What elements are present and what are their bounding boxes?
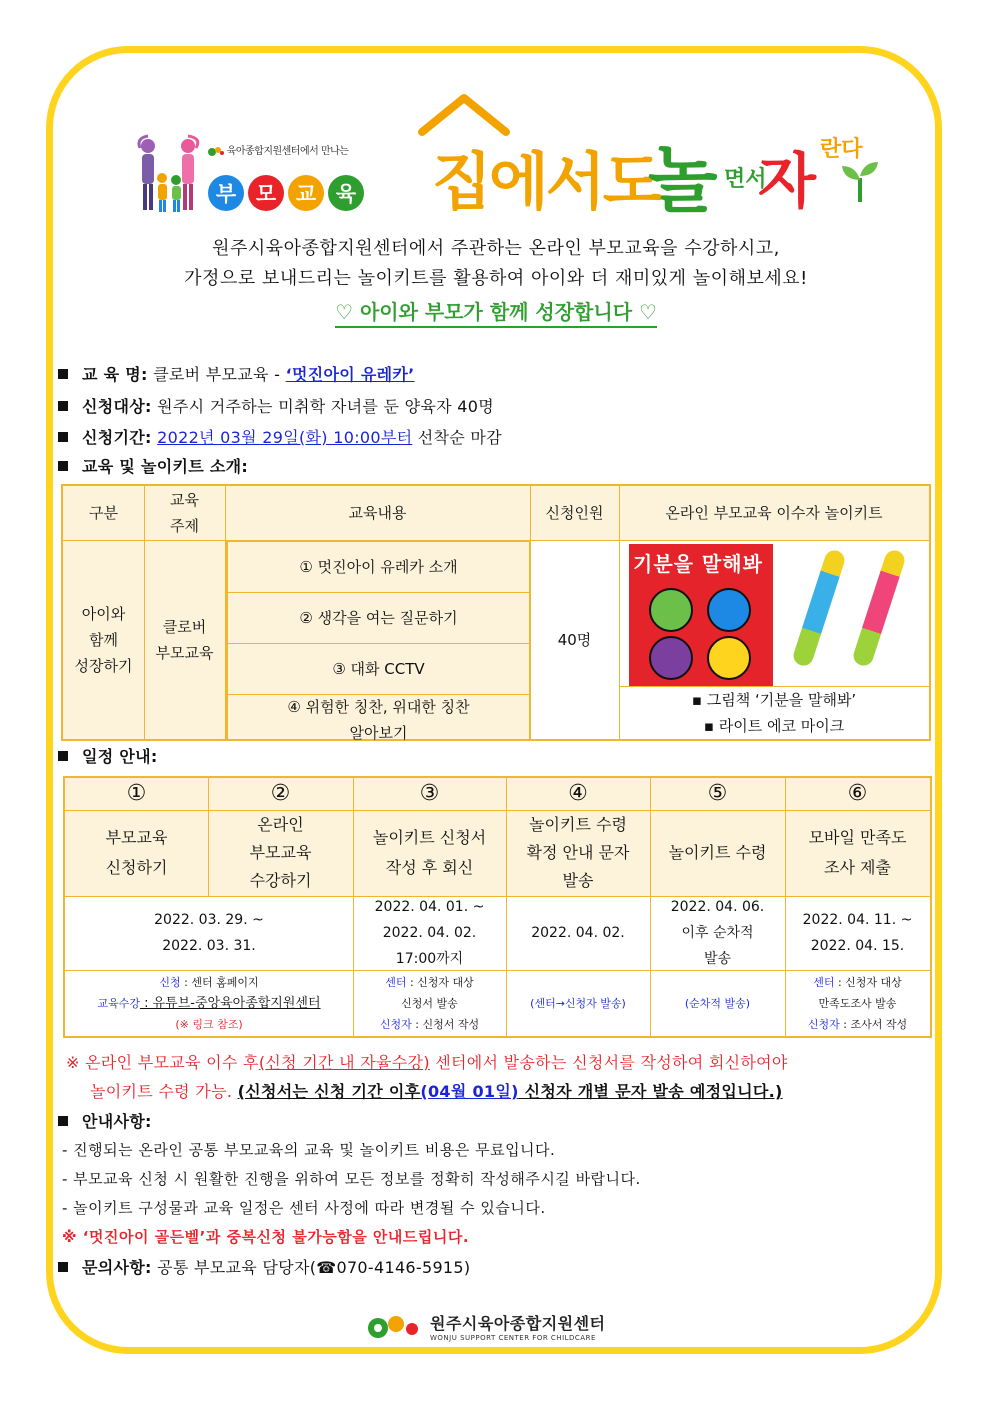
edu-name-line: 교 육 명: 클로버 부모교육 - ‘멋진아이 유레카’: [58, 362, 415, 385]
step-note: (순차적 발송): [684, 996, 751, 1010]
face-icon: [707, 636, 751, 680]
schedule-table: [63, 776, 932, 1038]
step-number: ①: [126, 781, 147, 806]
step-number: ③: [419, 781, 440, 806]
content-item: ① 멋진아이 유레카 소개: [228, 542, 529, 593]
mic-blue-icon: [791, 548, 847, 668]
bullet-square: [58, 1116, 68, 1126]
sprout-icon: [840, 158, 880, 202]
mic-pink-icon: [851, 548, 907, 668]
title-part-myeonseo: 면서: [724, 167, 767, 192]
step-title: 부모교육 신청하기: [105, 828, 168, 877]
bullet-square: [58, 369, 68, 379]
edu-highlight: ‘멋진아이 유레카’: [285, 365, 415, 384]
header-category: 구분: [89, 504, 118, 522]
kit-item: ▪ 라이트 에코 마이크: [703, 717, 845, 735]
guide-item: - 진행되는 온라인 공통 부모교육의 교육 및 놀이키트 비용은 무료입니다.: [62, 1141, 556, 1159]
title-art: [412, 92, 882, 222]
picture-book-image: [629, 544, 773, 686]
title-part-jip: 집에서도: [432, 145, 660, 218]
intro-label-line: 교육 및 놀이키트 소개:: [58, 454, 248, 477]
content-item: ③ 대화 CCTV: [228, 644, 529, 695]
header-kit: 온라인 부모교육 이수자 놀이키트: [665, 504, 883, 522]
logo-bubble: 모: [248, 175, 284, 211]
program-table: [61, 484, 931, 741]
intro-line-1: 원주시육아종합지원센터에서 주관하는 온라인 부모교육을 수강하시고,: [212, 238, 780, 259]
logo-bubble: 부: [208, 175, 244, 211]
footer-logo: [366, 1311, 606, 1342]
logo-caption: [208, 142, 348, 157]
step-title: 놀이키트 신청서 작성 후 회신: [372, 828, 487, 877]
step-date: 2022. 04. 02.: [531, 925, 625, 941]
header-topic: 교육 주제: [170, 491, 199, 535]
family-illustration: [136, 134, 208, 216]
step-title: 놀이키트 수령: [668, 843, 767, 862]
period-value: 2022년 03월 29일(화) 10:00부터: [157, 428, 413, 447]
guide-item: - 부모교육 신청 시 원활한 진행을 위하여 모든 정보를 정확히 작성해주시길 바랍니다.: [62, 1170, 641, 1188]
step-note: 센터 : 신청자 대상 만족도조사 발송 신청자 : 조사서 작성: [807, 975, 908, 1031]
center-logo-icon: [208, 145, 224, 157]
header-count: 신청인원: [545, 504, 604, 522]
period-line: 신청기간: 2022년 03월 29일(화) 10:00부터 선착순 마감: [58, 425, 502, 448]
bullet-square: [58, 1262, 68, 1272]
slogan: ♡ 아이와 부모가 함께 성장합니다 ♡: [100, 296, 892, 325]
book-title: 기분을 말해봐: [633, 552, 763, 576]
face-icon: [707, 588, 751, 632]
title-part-randa: 란다: [820, 137, 863, 162]
title-part-nol: 놀: [648, 138, 718, 222]
guide-item: - 놀이키트 구성물과 교육 일정은 센터 사정에 따라 변경될 수 있습니다.: [62, 1199, 546, 1217]
step-date: 2022. 04. 11. ~ 2022. 04. 15.: [802, 912, 913, 954]
header-content: 교육내용: [348, 504, 407, 522]
guide-warning: ※ ‘멋진아이 골든벨’과 중복신청 불가능함을 안내드립니다.: [62, 1228, 470, 1246]
footer-eng: WONJU SUPPORT CENTER FOR CHILDCARE: [430, 1334, 596, 1342]
center-logo-icon: [366, 1312, 422, 1342]
roof-icon: [416, 92, 512, 136]
bullet-square: [58, 432, 68, 442]
step-number: ④: [568, 781, 588, 806]
face-icon: [649, 588, 693, 632]
guide-label-line: 안내사항:: [58, 1109, 152, 1132]
face-icon: [649, 636, 693, 680]
step-title: 놀이키트 수령 확정 안내 문자 발송: [526, 815, 630, 890]
step-date: 2022. 04. 06. 이후 순차적 발송: [670, 899, 765, 967]
step-number: ②: [270, 781, 291, 806]
content-item: ④ 위험한 칭찬, 위대한 칭찬 알아보기: [287, 698, 470, 742]
schedule-label-line: 일정 안내:: [58, 744, 158, 767]
logo-caption-text: 육아종합지원센터에서 만나는: [226, 146, 349, 157]
category-cell: 아이와 함께 성장하기: [74, 604, 133, 675]
step-note: 센터 : 신청자 대상 신청서 발송 신청자 : 신청서 작성: [379, 975, 480, 1031]
bullet-square: [58, 461, 68, 471]
step-date: 2022. 03. 29. ~ 2022. 03. 31.: [154, 912, 264, 954]
content-list: [226, 540, 531, 741]
title-part-ja: 자: [758, 147, 816, 217]
contact-line: 문의사항: 공통 부모교육 담당자(☎070-4146-5915): [58, 1255, 470, 1278]
kit-item: ▪ 그림책 ‘기분을 말해봐’: [691, 691, 857, 709]
step-title: 온라인 부모교육 수강하기: [249, 815, 312, 890]
bullet-square: [58, 401, 68, 411]
logo-bubbles: [208, 175, 364, 211]
count-cell: 40명: [557, 630, 592, 649]
intro-line-2: 가정으로 보내드리는 놀이키트를 활용하여 아이와 더 재미있게 놀이해보세요!: [184, 268, 808, 289]
content-item: ② 생각을 여는 질문하기: [228, 593, 529, 644]
step-note: (센터→신청자 발송): [530, 996, 626, 1010]
step-date: 2022. 04. 01. ~ 2022. 04. 02. 17:00까지: [374, 899, 485, 967]
notice-line-2: 놀이키트 수령 가능. (신청서는 신청 기간 이후(04월 01일) 신청자 개별 문자 발송 예정입니다.): [90, 1082, 783, 1101]
notice-line-1: ※ 온라인 부모교육 이수 후(신청 기간 내 자율수강) 센터에서 발송하는 신청서를 작성하여 회신하여야: [66, 1053, 788, 1072]
bullet-square: [58, 751, 68, 761]
step-note: 신청 : 센터 홈페이지 교육수강 : 유튜브-중앙육아종합지원센터 (※ 링크 참조): [97, 975, 321, 1031]
step-number: ⑥: [847, 781, 868, 806]
target-line: 신청대상: 원주시 거주하는 미취학 자녀를 둔 양육자 40명: [58, 394, 494, 417]
logo-bubble: 육: [328, 175, 364, 211]
step-number: ⑤: [707, 781, 728, 806]
step-title: 모바일 만족도 조사 제출: [808, 828, 907, 877]
logo-bubble: 교: [288, 175, 324, 211]
topic-cell: 클로버 부모교육: [155, 617, 214, 662]
footer-name: 원주시육아종합지원센터: [430, 1314, 606, 1333]
